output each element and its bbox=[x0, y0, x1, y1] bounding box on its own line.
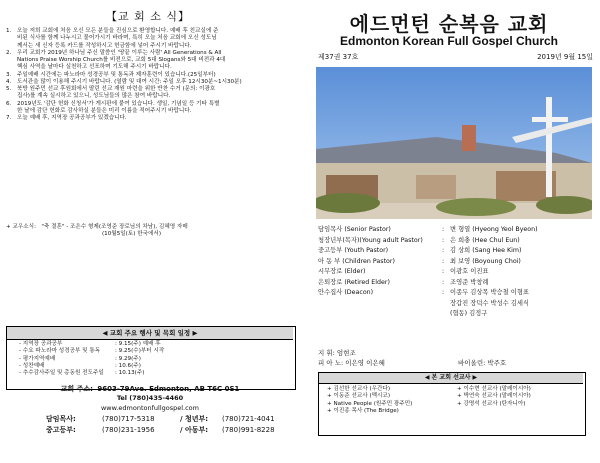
news-item: 7. 오늘 예배 후, 지역장 공과공부가 있겠습니다. bbox=[6, 115, 127, 122]
staff-row: 장갑진 장덕수 박성수 김세식 bbox=[450, 299, 529, 307]
news-item: 3. 주일예배 시간에는 파노라마 성경공부 및 통독과 제자훈련이 있습니다.(25일부터) bbox=[6, 71, 216, 78]
church-name-korean: 에드먼턴 순복음 교회 bbox=[349, 12, 549, 36]
missionary-item: + Native People (원주민 광주민) bbox=[327, 400, 413, 407]
event-row: - 평가지역예배 : 9.29(주) bbox=[19, 355, 141, 362]
address-label: 교회 주소: bbox=[60, 385, 93, 393]
news-item: 5. 북방 원주민 선교 후원회에서 딸린 선교 재원 마련을 위한 반찬 수거 (문의: 이광호 집사)를 계속 실시하고 있으니, 성도님들의 많은 참여 바랍니다. bbox=[6, 86, 216, 100]
news-item: 1. 오늘 저희 교회에 처음 오신 모든 분들을 진심으로 환영합니다. 예배 후 친교실에 준 비된 식사를 함께 나누시고 물어가시기 바라며, 특히 오늘 처음 교회에 오신 성도님 께서는 새 신자 등록 카드를 작성하시고 헌금함에 넣어 주시기 바랍니다. bbox=[6, 28, 219, 49]
staff-row: 아 동 부 (Children Pastor) : 최 보영 (Boyoung Choi) bbox=[318, 257, 521, 265]
missionaries-title: ◀ 본 교회 선교사 ▶ bbox=[319, 373, 583, 384]
news-item: 2. 우리 교회가 2019년 하나님 주신 말씀인 '땅끝 이루는 사람' All Generations & All Nations Praise Worship Church를 비전으로, 교회 5대 Slogans와 5대 비전과 4대 핵심 사역을 날마다 실천하고 선포하며 기도해 주시기 바랍니다. bbox=[6, 49, 226, 71]
church-website[interactable]: www.edmontonfullgospel.com bbox=[100, 404, 199, 412]
member-news: + 교우소식: "축 결혼" - 조은수 형제(조영준 장로님의 차남), 김혜영 자매 (10월5일(토) 한국에서) bbox=[6, 224, 188, 238]
news-item: 6. 2019년도 '감단 헌화 신청서'가 게시판에 붙여 있습니다. 생일, 기념일 등 기타 특별 한 날에 감단 헌화로 감사하실 분들은 미리 이름을 적어주시기 바랍니다. bbox=[6, 100, 220, 114]
church-photo bbox=[316, 67, 592, 219]
news-list bbox=[6, 28, 294, 122]
event-row: - 추수감사주일 및 총동원 전도주일 : 10.13(주) bbox=[19, 370, 145, 377]
missionary-item: + 이동준 선교사 (멕시코) bbox=[327, 393, 391, 400]
events-list bbox=[19, 341, 164, 377]
missionary-item bbox=[457, 408, 587, 415]
staff-row: 안수집사 (Deacon) : 이종두 김상목 박승철 이형표 bbox=[318, 289, 529, 296]
pianist: 피 아 노: 이은영 이은혜 bbox=[318, 359, 385, 367]
staff-row: 중고등부 (Youth Pastor) : 김 상희 (Sang Hee Kim) bbox=[318, 247, 522, 254]
news-item: 4. 도서관을 많이 이용해 주시기 바랍니다. (열람 및 대여 시간: 주일 오후 12시30분~1시30분) bbox=[6, 78, 242, 85]
staff-row: 시무장로 (Elder) : 이광호 이진표 bbox=[318, 268, 489, 275]
staff-row: 은퇴장로 (Retired Elder) : 조영준 박창례 bbox=[318, 278, 489, 286]
missionaries-box bbox=[318, 372, 586, 436]
event-row: - 지역장 공과공부 : 9.15(주) 예배 후 bbox=[19, 341, 161, 347]
staff-list bbox=[318, 225, 593, 320]
issue-line bbox=[318, 52, 593, 62]
contact-row: 담임목사: (780)717-5318 / 청년부: (780)721-4041 bbox=[46, 415, 275, 423]
missionary-item: + 김선한 선교사 (우간다) bbox=[327, 386, 391, 392]
conductor: 지 휘: 엄현조 bbox=[318, 349, 356, 357]
staff-row: 청장년부(목자)(Young adult Pastor) : 은 희충 (Hee Chul Eun) bbox=[318, 236, 520, 244]
staff-row: (협동) 김정구 bbox=[450, 310, 488, 317]
missionary-item: + 이수현 선교사 (말레이시아) bbox=[457, 386, 531, 392]
violinist: 바이올린: 박주호 bbox=[458, 359, 507, 367]
missionary-item: + 이진종 목사 (The Bridge) bbox=[327, 407, 399, 414]
church-building-image bbox=[316, 67, 592, 219]
events-title: ◀ 교회 주요 행사 및 목회 일정 ▶ bbox=[7, 327, 293, 340]
contact-block bbox=[6, 384, 294, 436]
church-name-english: Edmonton Korean Full Gospel Church bbox=[339, 34, 558, 48]
missionary-item: + 박연숙 선교사 (말레이시아) bbox=[457, 393, 531, 400]
missionaries-list bbox=[327, 386, 587, 415]
contact-row: 중고등부: (780)231-1956 / 아동부: (780)991-8228 bbox=[46, 426, 275, 434]
event-row: - 성찬예배 : 10.6(주) bbox=[19, 362, 141, 369]
events-box bbox=[6, 326, 296, 390]
church-tel: Tel (780)435-4460 bbox=[116, 394, 184, 402]
event-row: - 수요 파노라마 성경공부 및 통독 : 9.25(수)부터 시작 bbox=[19, 348, 165, 355]
member-news-label: + 교우소식: bbox=[6, 224, 36, 230]
church-address: 9603-79Ave. Edmonton, AB T6C 0S1 bbox=[97, 385, 240, 393]
news-title: 【교 회 소 식】 bbox=[106, 10, 190, 23]
missionary-item: + 강명석 선교사 (탄자니아) bbox=[457, 400, 526, 407]
staff-row: 담임목사 (Senior Pastor) : 변 형열 (Hyeong Yeol Byeon) bbox=[318, 226, 538, 233]
issue-date: 2019년 9월 15일 bbox=[537, 53, 593, 61]
issue-number: 제37권 37호 bbox=[318, 53, 359, 61]
